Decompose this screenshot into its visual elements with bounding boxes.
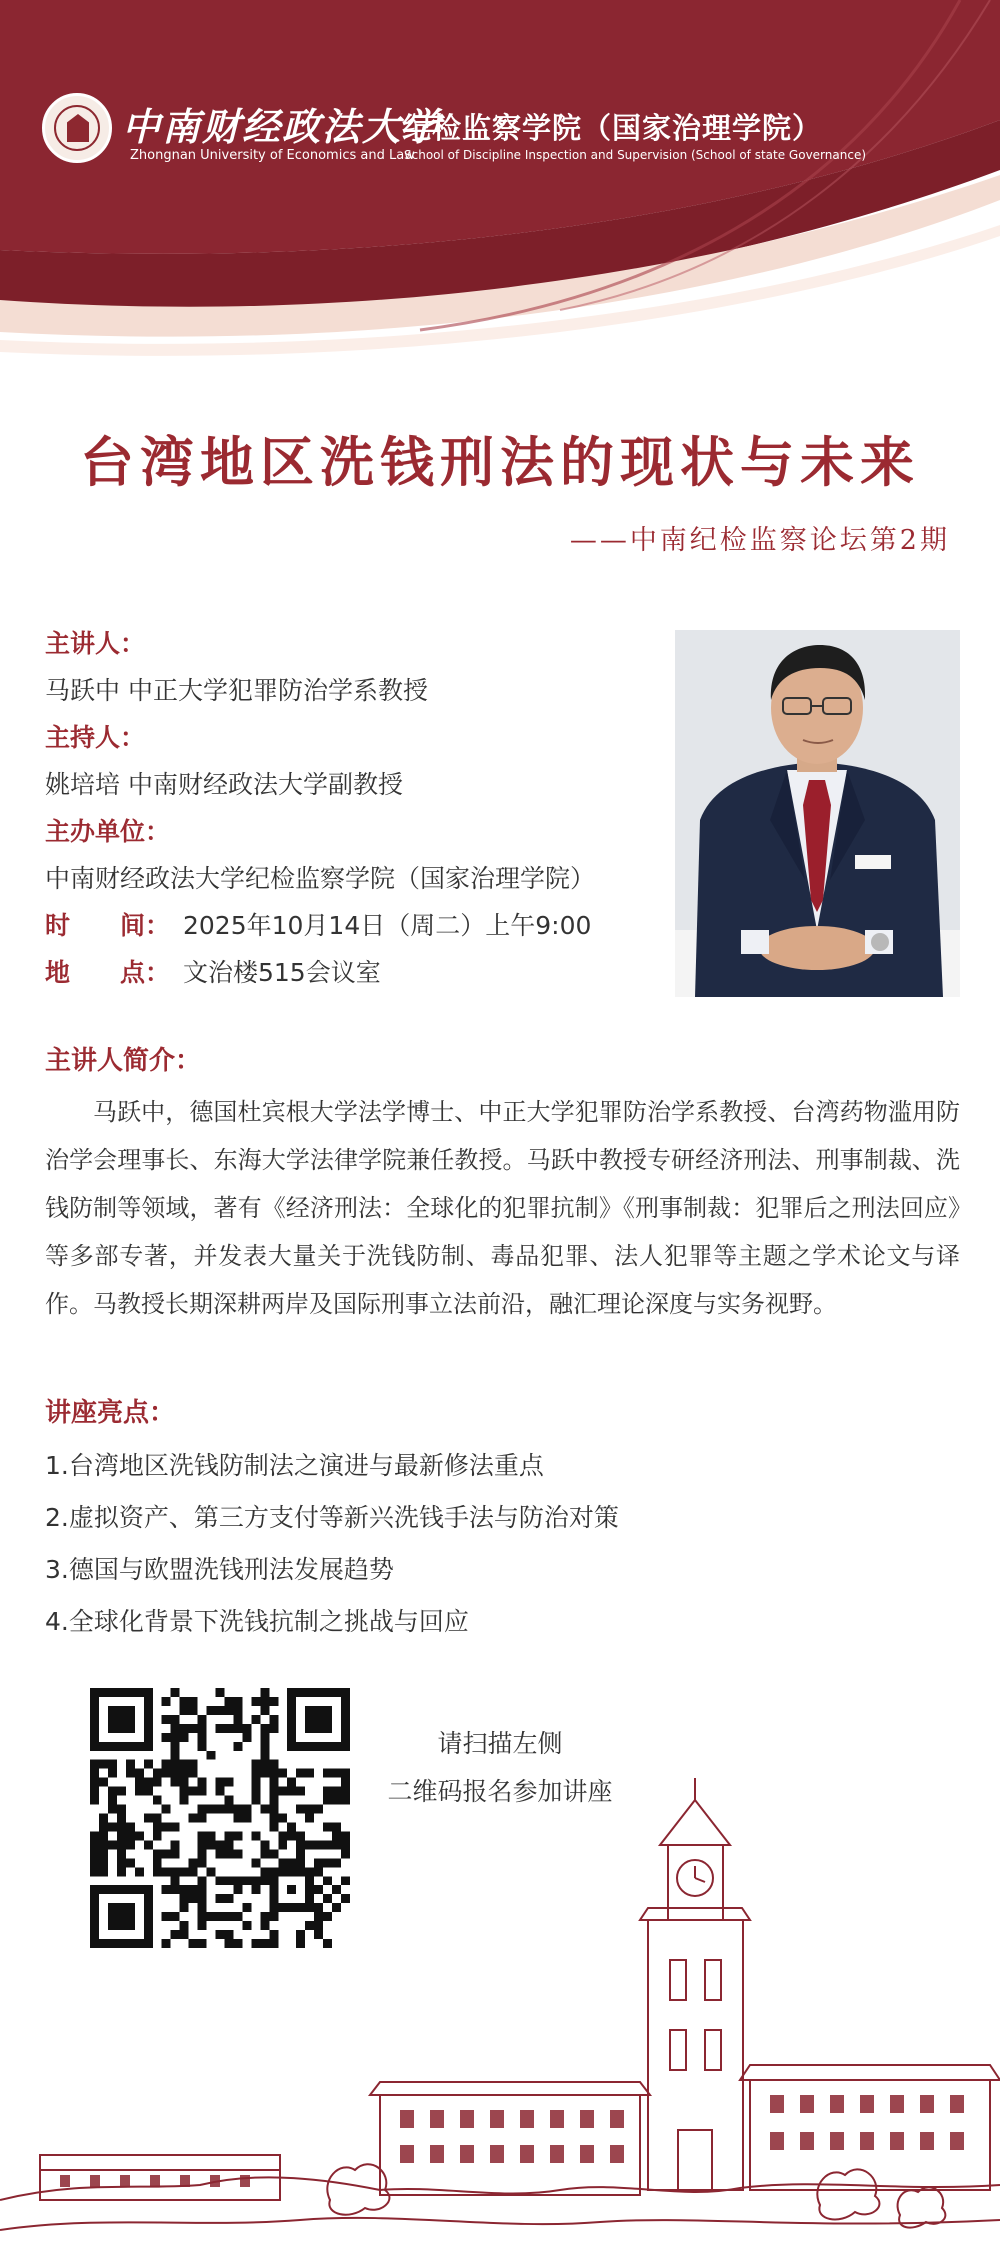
university-seal-icon: [42, 93, 112, 163]
bio-heading: 主讲人简介：: [45, 1046, 202, 1076]
header-banner: [0, 0, 1000, 400]
school-name-cn: 纪检监察学院（国家治理学院）: [402, 111, 823, 145]
organizer-value: 中南财经政法大学纪检监察学院（国家治理学院）: [45, 864, 596, 893]
list-item: 4.全球化背景下洗钱抗制之挑战与回应: [45, 1607, 469, 1636]
speaker-value: 马跃中 中正大学犯罪防治学系教授: [45, 676, 428, 705]
time-row: [45, 902, 665, 949]
signup-qr-code[interactable]: [90, 1688, 350, 1948]
signup-instructions: [370, 1720, 630, 1816]
organizer-label: 主办单位：: [45, 817, 171, 846]
highlights-list: [45, 1440, 619, 1648]
university-logo: [42, 93, 112, 163]
place-label: 地 点：: [45, 958, 171, 987]
host-value: 姚培培 中南财经政法大学副教授: [45, 770, 403, 799]
signup-line-2: 二维码报名参加讲座: [387, 1777, 613, 1806]
lecture-title: 台湾地区洗钱刑法的现状与未来: [80, 430, 920, 494]
university-name-en: Zhongnan University of Economics and Law: [130, 148, 415, 163]
host-label: 主持人：: [45, 723, 146, 752]
school-name-en: School of Discipline Inspection and Supervision (School of state Governance): [404, 148, 867, 162]
lecture-subtitle: ——中南纪检监察论坛第2期: [569, 525, 950, 556]
list-item: 2.虚拟资产、第三方支付等新兴洗钱手法与防治对策: [45, 1503, 619, 1532]
highlights-heading: 讲座亮点：: [45, 1398, 176, 1428]
time-value: 2025年10月14日（周二）上午9:00: [183, 911, 592, 940]
signup-line-1: 请扫描左侧: [437, 1729, 563, 1758]
lecture-info: [45, 620, 665, 996]
time-label: 时 间：: [45, 911, 171, 940]
place-value: 文治楼515会议室: [183, 958, 381, 987]
place-row: [45, 949, 665, 996]
list-item: 1.台湾地区洗钱防制法之演进与最新修法重点: [45, 1451, 544, 1480]
university-name-cn: 中南财经政法大学: [122, 104, 443, 149]
speaker-photo: [675, 630, 960, 997]
bio-text: 马跃中，德国杜宾根大学法学博士、中正大学犯罪防治学系教授、台湾药物滥用防治学会理事长、东海大学法律学院兼任教授。马跃中教授专研经济刑法、刑事制裁、洗钱防制等领域，著有《经济刑法：全球化的犯罪抗制》《刑事制裁：犯罪后之刑法回应》等多部专著，并发表大量关于洗钱防制、毒品犯罪、法人犯罪等主题之学术论文与译作。马教授长期深耕两岸及国际刑事立法前沿，融汇理论深度与实务视野。: [45, 1098, 960, 1318]
list-item: 3.德国与欧盟洗钱刑法发展趋势: [45, 1555, 394, 1584]
speaker-label: 主讲人：: [45, 629, 146, 658]
